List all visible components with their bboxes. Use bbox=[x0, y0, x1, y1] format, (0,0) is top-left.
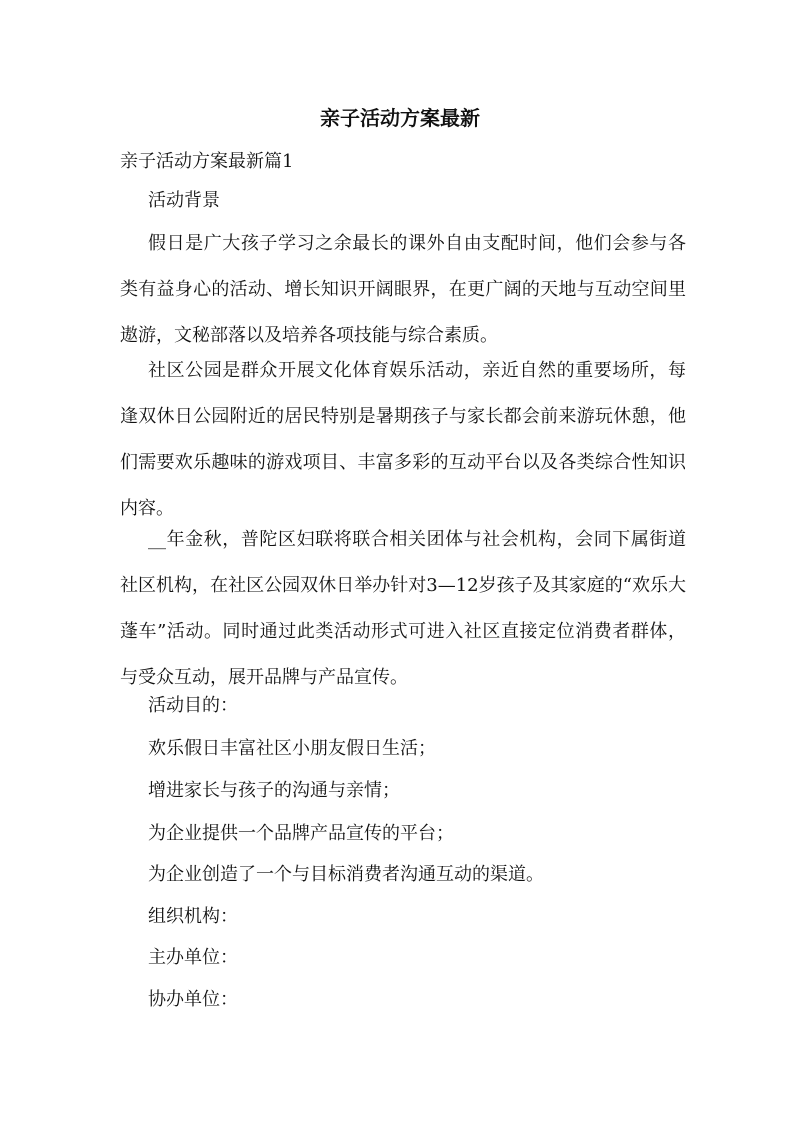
document-subtitle: 亲子活动方案最新篇1 bbox=[120, 151, 294, 172]
purpose-item: 为企业提供一个品牌产品宣传的平台； bbox=[148, 823, 454, 844]
paragraph-community-park: 社区公园是群众开展文化体育娱乐活动，亲近自然的重要场所，每逢双休日公园附近的居民特别是暑期孩子与家长都会前来游玩休憩，他们需要欢乐趣味的游戏项目、丰富多彩的互动平台以及各类综合性知识内容。 bbox=[120, 360, 686, 519]
section-heading-organization: 组织机构： bbox=[148, 906, 238, 927]
paragraph-event-plan: __年金秋，普陀区妇联将联合相关团体与社会机构，会同下属街道社区机构，在社区公园双休日举办针对3—12岁孩子及其家庭的“欢乐大蓬车”活动。同时通过此类活动形式可进入社区直接定位消费者群体，与受众互动，展开品牌与产品宣传。 bbox=[120, 529, 686, 688]
organizer-co-label: 协办单位： bbox=[148, 989, 238, 1010]
purpose-item: 增进家长与孩子的沟通与亲情； bbox=[148, 780, 400, 801]
organizer-host-label: 主办单位： bbox=[148, 947, 238, 968]
paragraph-holiday: 假日是广大孩子学习之余最长的课外自由支配时间，他们会参与各类有益身心的活动、增长知识开阔眼界，在更广阔的天地与互动空间里遨游，文秘部落以及培养各项技能与综合素质。 bbox=[120, 233, 686, 346]
purpose-item: 为企业创造了一个与目标消费者沟通互动的渠道。 bbox=[148, 864, 544, 885]
purpose-item: 欢乐假日丰富社区小朋友假日生活； bbox=[148, 738, 436, 759]
section-heading-background: 活动背景 bbox=[148, 190, 220, 211]
document-title: 亲子活动方案最新 bbox=[320, 106, 480, 130]
section-heading-purpose: 活动目的： bbox=[148, 695, 238, 716]
